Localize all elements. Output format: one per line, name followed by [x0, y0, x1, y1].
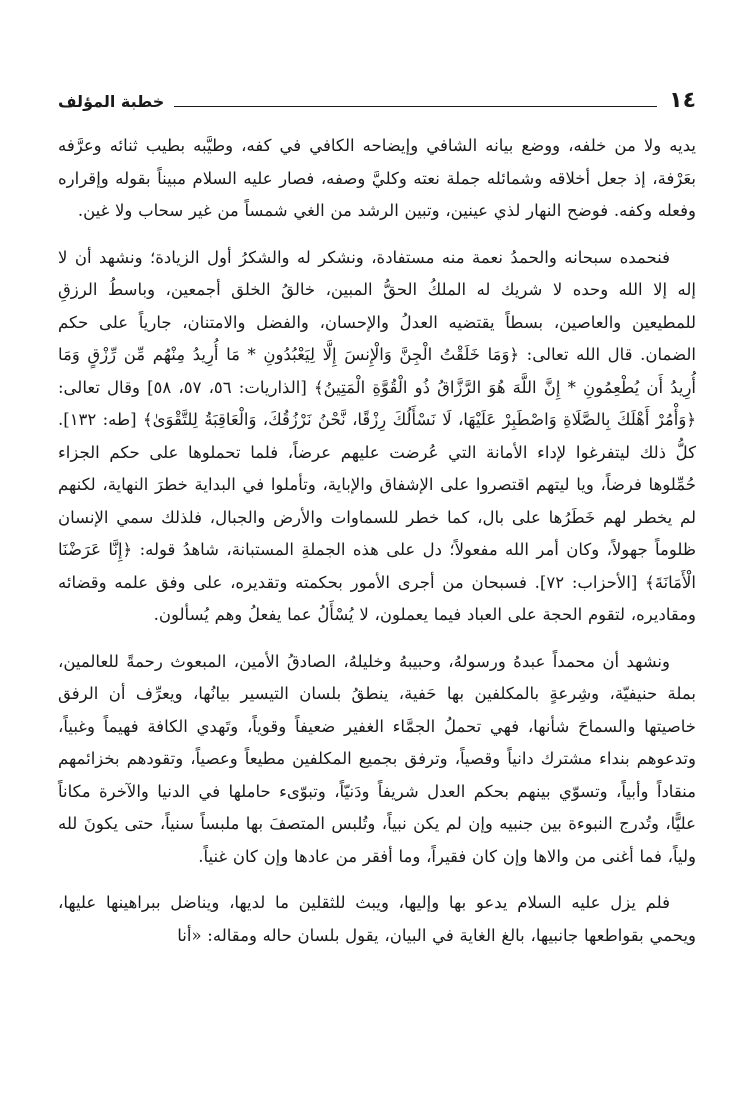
running-header	[58, 80, 696, 114]
document-page	[58, 80, 696, 1094]
header-rule	[174, 106, 657, 107]
paragraph-3: ونشهد أن محمداً عبدهُ ورسولهُ، وحبيبهُ وخليلهُ، الصادقُ الأمين، المبعوث رحمةً للعالمين، بملة حنيفيّة، وشِرعةٍ بالمكلفين بها حَفية، ينطقُ بلسان التيسير بيانُها، ويعرِّف أن الرفق خاصيتها والسماحَ شأنها، فهي تحملُ الجمَّاء الغفير ضعيفاً وقوياً، وتَهدي الكافة فهيماً وغبياً، وتدعوهم بنداء مشترك دانياً وقصياً، وترفق بجميع المكلفين مطيعاً وعصياً، وتقودهم بخزائمهم منقاداً وأبياً، وتسوّي بينهم بحكم العدل شريفاً ودَنيّاً، وتبوّىء حاملها في الدنيا والآخرة مكاناً عليًّا، وتُدرج النبوءة بين جنبيه وإن لم يكن نبياً، وتُلبس المتصفَ بها ملبساً سنياً، حتى يكونَ لله ولياً، فما أغنى من والاها وإن كان فقيراً، وما أفقر من عادها وإن كان غنياً.	[58, 651, 696, 866]
paragraph-2: فنحمده سبحانه والحمدُ نعمة منه مستفادة، ونشكر له والشكرُ أول الزيادة؛ ونشهد أن لا إله إلا الله وحده لا شريك له الملكُ الحقُّ المبين، خالقُ الخلق أجمعين، وباسطُ الرزقِ للمطيعين والعاصين، بسطاً يقتضيه العدلُ والإحسان، والفضل والامتنان، جارياً على حكم الضمان. قال الله تعالى: ﴿وَمَا خَلَقْتُ الْجِنَّ وَالْإِنسَ إِلَّا لِيَعْبُدُونِ * مَا أُرِيدُ مِنْهُم مِّن رِّزْقٍ وَمَا أُرِيدُ أَن يُطْعِمُونِ * إِنَّ اللَّهَ هُوَ الرَّزَّاقُ ذُو الْقُوَّةِ الْمَتِينُ﴾ [الذاريات: ٥٦، ٥٧، ٥٨] وقال تعالى: ﴿وَأْمُرْ أَهْلَكَ بِالصَّلَاةِ وَاصْطَبِرْ عَلَيْهَا، لَا نَسْأَلُكَ رِزْقًا، نَّحْنُ نَرْزُقُكَ، وَالْعَاقِبَةُ لِلتَّقْوَىٰ﴾ [طه: ١٣٢]. كلُّ ذلك ليتفرغوا لإداء الأمانة التي عُرضت عليهم عرضاً، فلما تحملوها على حكم الجزاء حُمِّلوها فرضاً، ويا ليتهم اقتصروا على الإشفاق والإباية، وتأملوا في البداية خطرَ النهاية، لكنهم لم يخطر لهم خَطَرُها على بال، كما خطر للسماوات والأرض والجبال، فلذلك سمي الإنسان ظلوماً جهولاً، وكان أمر الله مفعولاً؛ دل على هذه الجملةِ المستبانة، شاهدُ قوله: ﴿إِنَّا عَرَضْنَا الْأَمَانَةَ﴾ [الأحزاب: ٧٢]. فسبحان من أجرى الأمور بحكمته وتقديره، على وفق علمه وقضائه ومقاديره، لتقوم الحجة على العباد فيما يعملون، لا يُسْأَلُ عما يفعلُ وهم يُسألون.	[58, 247, 696, 624]
paragraph-1: يديه ولا من خلفه، ووضع بيانه الشافي وإيضاحه الكافي في كفه، وطيَّبه بطيب ثنائه وعرَّفه بعَرْفة، إذ جعل أخلاقه وشمائله جملة نعته وكليَّ وصفه، فصار عليه السلام مبيناً بقوله وإقراره وفعله وكفه. فوضح النهار لذي عينين، وتبين الرشد من الغي شمساً من غير سحاب ولا غين.	[58, 136, 696, 220]
paragraph-4: فلم يزل عليه السلام يدعو بها وإليها، ويبث للثقلين ما لديها، ويناضل ببراهينها عليها، ويحمي بقواطعها جانبيها، بالغ الغاية في البيان، يقول بلسان حاله ومقاله: «أنا	[58, 893, 696, 945]
section-title: خطبة المؤلف	[58, 92, 165, 111]
page-number: ١٤	[669, 88, 696, 113]
body-text	[58, 130, 696, 952]
